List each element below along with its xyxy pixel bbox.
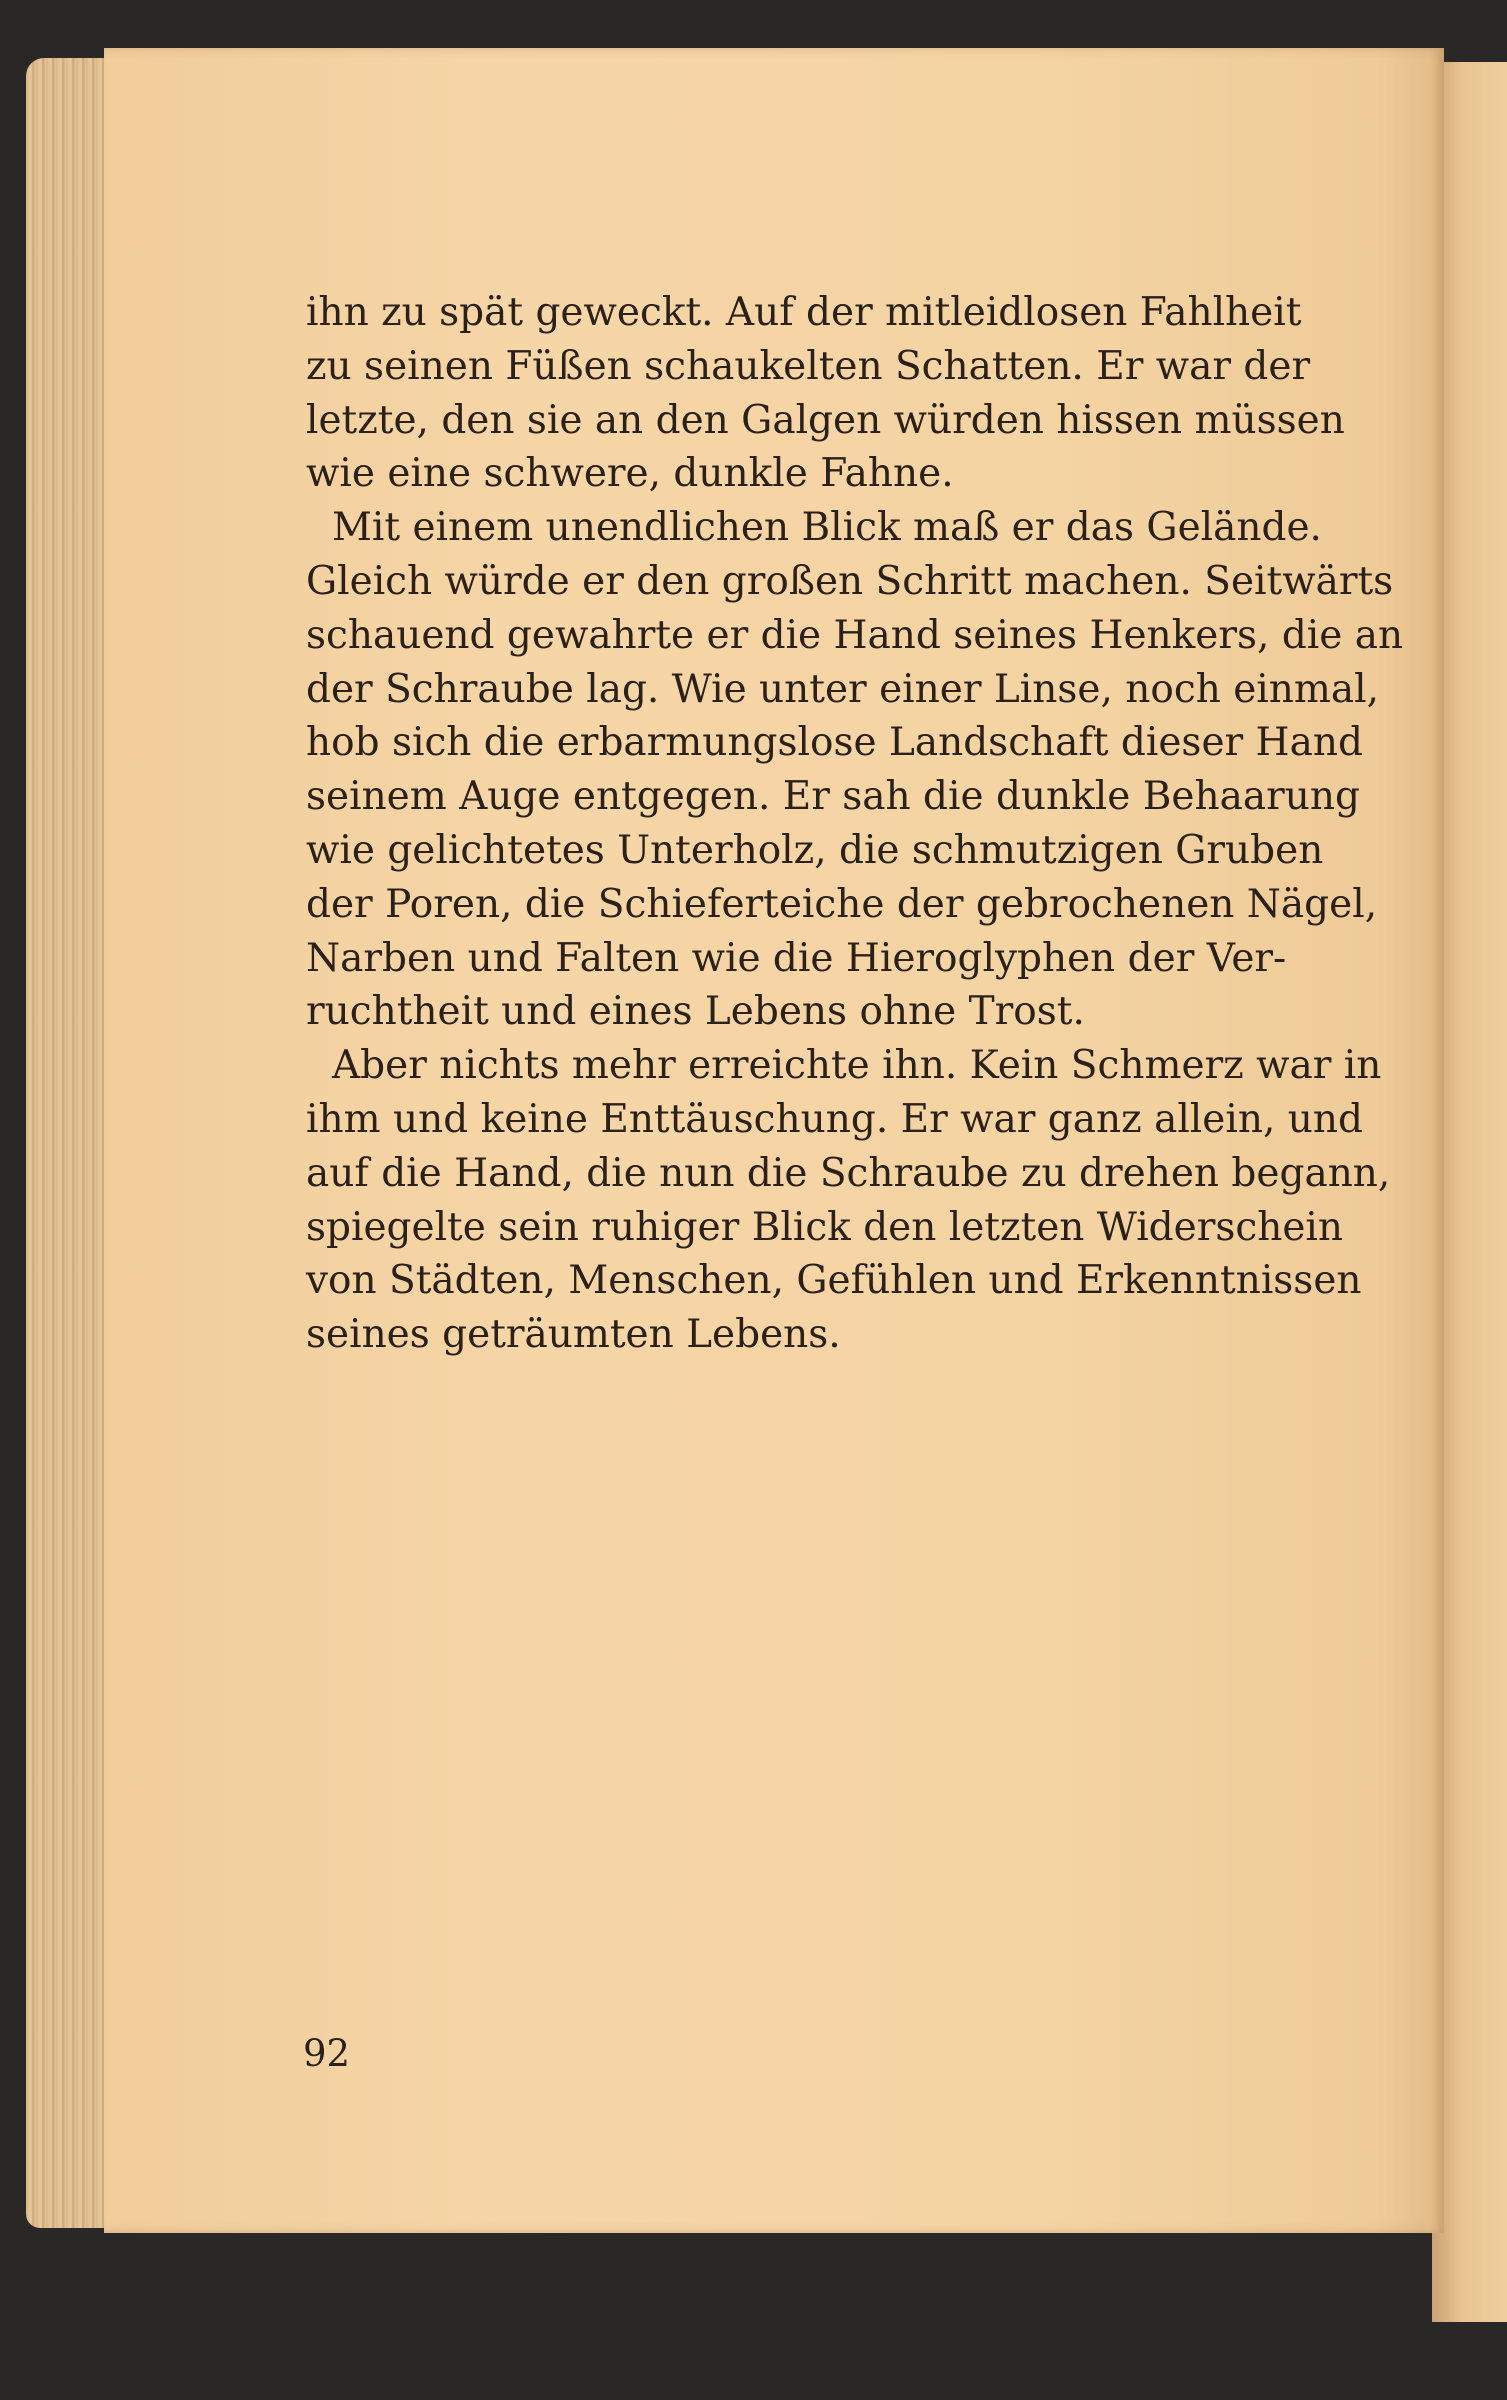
text-line: Aber nichts mehr erreichte ihn. Kein Schmerz war in: [332, 1043, 1382, 1089]
text-line: Gleich würde er den großen Schritt machen. Seitwärts: [306, 558, 1394, 604]
text-line: hob sich die erbarmungslose Landschaft dieser Hand: [306, 720, 1363, 766]
text-line: seinem Auge entgegen. Er sah die dunkle Behaarung: [306, 774, 1360, 820]
page-number: 92: [303, 2032, 351, 2075]
text-line: seines geträumten Lebens.: [306, 1312, 841, 1358]
paragraph-3: [306, 1039, 1391, 1362]
text-line: ihm und keine Enttäuschung. Er war ganz allein, und: [306, 1096, 1363, 1142]
text-line: der Schraube lag. Wie unter einer Linse, noch einmal,: [306, 666, 1379, 712]
text-line: ihn zu spät geweckt. Auf der mitleidlosen Fahlheit: [306, 290, 1302, 335]
text-line: Narben und Falten wie die Hieroglyphen der Ver-: [306, 935, 1287, 981]
body-text: [306, 286, 1404, 1362]
text-line: schauend gewahrte er die Hand seines Henkers, die an: [306, 612, 1404, 658]
text-line: von Städten, Menschen, Gefühlen und Erkenntnissen: [306, 1258, 1362, 1304]
paragraph-1: [306, 286, 1345, 501]
text-line: auf die Hand, die nun die Schraube zu drehen begann,: [306, 1150, 1391, 1196]
text-line: der Poren, die Schieferteiche der gebrochenen Nägel,: [306, 881, 1378, 927]
text-line: letzte, den sie an den Galgen würden hissen müssen: [306, 397, 1345, 443]
paragraph-2: [306, 501, 1404, 1039]
text-line: spiegelte sein ruhiger Blick den letzten Widerschein: [306, 1204, 1344, 1250]
text-line: ruchtheit und eines Lebens ohne Trost.: [306, 989, 1085, 1035]
text-line: Mit einem unendlichen Blick maß er das Gelände.: [332, 505, 1322, 551]
text-line: zu seinen Füßen schaukelten Schatten. Er war der: [306, 343, 1311, 389]
text-line: wie eine schwere, dunkle Fahne.: [306, 451, 954, 497]
text-line: wie gelichtetes Unterholz, die schmutzigen Gruben: [306, 827, 1324, 873]
